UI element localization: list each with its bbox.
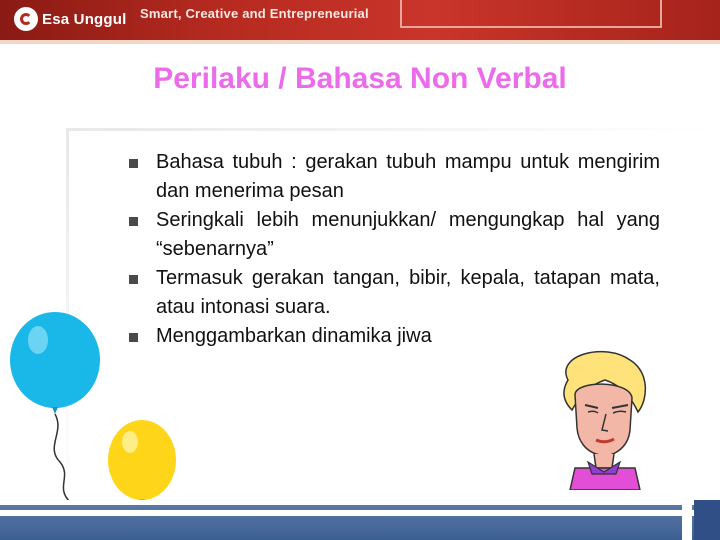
bullet-item	[128, 322, 660, 351]
slide-title: Perilaku / Bahasa Non Verbal	[153, 62, 567, 95]
footer-accent	[682, 500, 692, 540]
bullet-item	[128, 148, 660, 206]
bullet-item	[128, 206, 660, 264]
bullet-text: Bahasa tubuh : gerakan tubuh mampu untuk mengirim dan menerima pesan	[156, 151, 660, 202]
square-bullet-icon	[129, 275, 138, 284]
square-bullet-icon	[129, 159, 138, 168]
bullet-list	[128, 148, 660, 351]
bullet-text: Seringkali lebih menunjukkan/ mengungkap hal yang “sebenarnya”	[156, 209, 660, 260]
header-tagline: Smart, Creative and Entrepreneurial	[140, 6, 369, 21]
logo-text: Esa Unggul	[42, 10, 127, 28]
header-decoration	[400, 0, 662, 28]
bullet-item	[128, 264, 660, 322]
footer-accent-dark	[694, 500, 720, 540]
balloon-icon	[10, 312, 100, 502]
footer-band	[0, 500, 720, 540]
square-bullet-icon	[129, 217, 138, 226]
logo-icon	[14, 7, 38, 31]
frame-line-top	[66, 128, 720, 131]
university-logo[interactable]	[14, 5, 127, 33]
bullet-text: Menggambarkan dinamika jiwa	[156, 325, 432, 347]
bullet-text: Termasuk gerakan tangan, bibir, kepala, tatapan mata, atau intonasi suara.	[156, 267, 660, 318]
woman-clipart-icon	[550, 350, 655, 490]
header-bar	[0, 0, 720, 44]
